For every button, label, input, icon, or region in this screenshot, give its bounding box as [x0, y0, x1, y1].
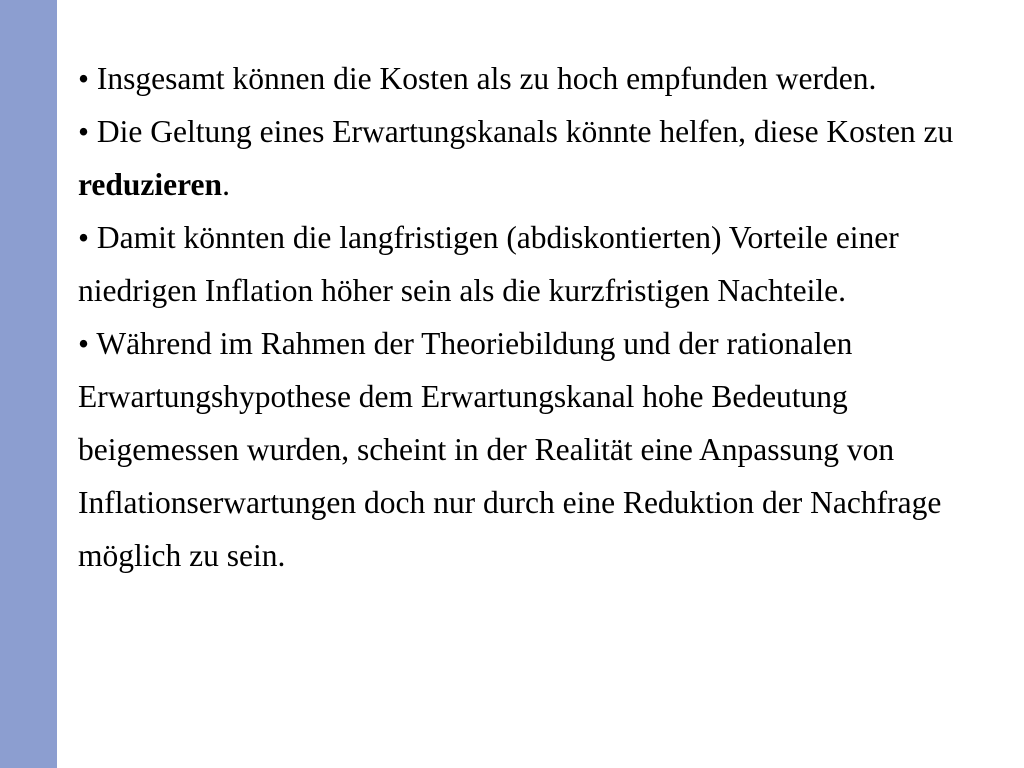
bullet-item — [78, 317, 1008, 582]
bullet-glyph: • — [78, 220, 90, 255]
bullet-glyph: • — [78, 114, 90, 149]
slide-body — [78, 52, 1008, 582]
bullet-text: Insgesamt können die Kosten als zu hoch empfunden werden. — [96, 61, 877, 96]
bullet-item — [78, 105, 1008, 211]
bullet-text-end: . — [222, 167, 230, 202]
bullet-item — [78, 52, 1008, 105]
bullet-text: Während im Rahmen der Theoriebildung und der rationalen Erwartungshypothese dem Erwartungskanal hohe Bedeutung beigemessen wurden, scheint in der Realität eine Anpassung von Inflationserwartungen doch nur durch eine Reduktion der Nachfrage möglich zu sein. — [78, 326, 942, 573]
bullet-glyph: • — [78, 61, 90, 96]
bullet-glyph: • — [78, 326, 90, 361]
bullet-item — [78, 211, 1008, 317]
bullet-text-emphasis: reduzieren — [78, 167, 223, 202]
bullet-text: Die Geltung eines Erwartungskanals könnte helfen, diese Kosten zu — [96, 114, 954, 149]
side-accent-bar — [0, 0, 57, 768]
bullet-text: Damit könnten die langfristigen (abdiskontierten) Vorteile einer niedrigen Inflation höher sein als die kurzfristigen Nachteile. — [78, 220, 899, 308]
